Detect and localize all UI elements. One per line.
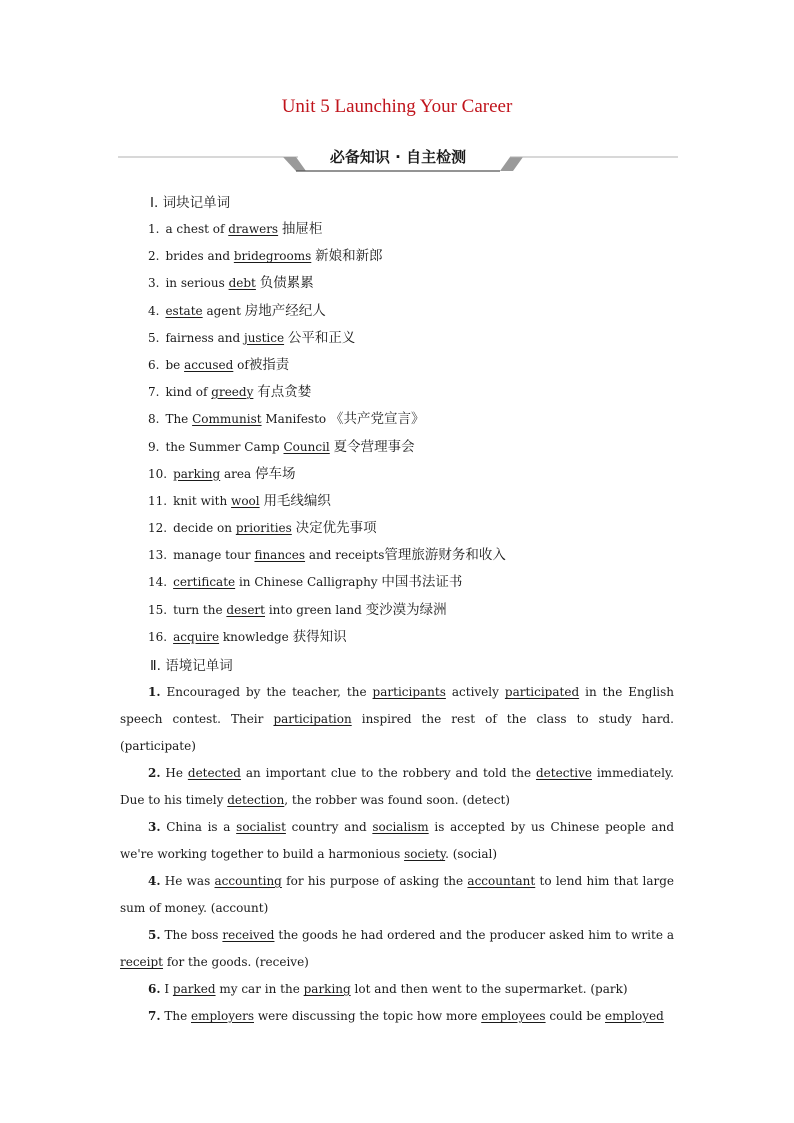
paragraph-number: 7. [148,1009,161,1023]
vocab-translation: 决定优先事项 [295,520,377,537]
vocab-item [148,352,506,379]
vocab-item [148,597,506,624]
answer-word: accountant [467,874,536,888]
sentence-text: the goods he had ordered and the producer asked him to write a [274,928,675,942]
vocab-translation: 新娘和新郎 [315,248,383,265]
vocab-prefix: a chest of [165,222,229,236]
sentence-text: . (social) [445,847,498,862]
vocab-suffix: and receipts [305,548,385,563]
vocab-item [148,243,506,270]
sentence-text: an important clue to the robbery and told the [240,766,536,780]
vocab-number: 11. [148,493,168,508]
vocab-item [148,488,506,515]
vocab-prefix: be [165,357,185,372]
vocab-number: 6. [148,357,160,372]
sentence-text: my car in the [215,982,304,996]
vocab-translation: 有点贪婪 [257,384,312,401]
vocab-number: 3. [148,276,160,291]
vocab-prefix: The [165,412,193,427]
sentence-text: actively [445,685,505,699]
vocab-prefix: in serious [165,276,229,291]
answer-word: detection [227,793,285,808]
vocab-answer: drawers [228,222,279,236]
vocab-translation: 房地产经纪人 [244,302,326,319]
vocab-number: 15. [148,602,168,617]
sentence-text: immediately. Due to his timely [120,766,674,808]
answer-word: detective [535,766,592,780]
vocab-item [148,406,506,433]
paragraph-number: 1. [148,685,161,699]
vocab-number: 10. [148,466,168,481]
vocab-translation: 抽屉柜 [281,221,323,237]
vocab-item [148,216,506,243]
vocab-number: 4. [148,303,160,318]
vocab-answer: estate [165,303,203,318]
vocab-suffix: into green land [265,602,366,617]
answer-word: receipt [120,955,164,970]
sentence-text: is accepted by us Chinese people and we're working together to build a harmonious [120,820,674,862]
vocab-answer: accused [184,357,234,372]
answer-word: parking [303,982,351,996]
context-paragraph [120,922,674,976]
vocab-suffix: area [220,466,255,481]
sentence-text: He was [160,874,215,888]
vocab-answer: Communist [192,412,262,427]
answer-word: received [222,928,275,942]
answer-word: employees [481,1009,546,1023]
sentence-text: Encouraged by the teacher, the [160,685,373,699]
vocab-number: 14. [148,575,168,590]
banner-label: 必备知识 · 自主检测 [329,148,467,166]
vocab-suffix: in Chinese Calligraphy [235,575,382,590]
vocab-translation: 负债累累 [259,275,314,292]
vocab-translation: 用毛线编织 [263,492,331,509]
vocab-number: 16. [148,629,168,644]
vocab-item [148,461,506,488]
answer-word: accounting [214,874,282,888]
answer-word: participants [372,685,446,699]
vocab-number: 13. [148,548,168,563]
sentence-text: lot and then went to the supermarket. (park) [350,982,628,996]
answer-word: employers [191,1009,254,1023]
vocab-number: 12. [148,521,168,536]
sentence-text: China is a [160,820,237,834]
vocab-answer: priorities [235,521,292,536]
vocab-answer: certificate [173,575,236,590]
vocab-translation: 夏令营理事会 [333,438,415,455]
vocab-number: 8. [148,412,160,427]
sentence-text: to lend him that large sum of money. (account) [120,874,675,916]
answer-word: parked [172,982,216,996]
paragraph-number: 5. [148,928,161,942]
vocab-prefix: knit with [173,493,232,508]
context-paragraph [120,760,674,814]
sentence-text: , the robber was found soon. (detect) [284,793,510,808]
answer-word: socialist [236,820,286,834]
answer-word: society [404,847,446,862]
answer-word: participation [273,712,352,727]
vocab-prefix: the Summer Camp [165,439,284,454]
vocab-answer: greedy [211,385,254,400]
sentence-text: in the English speech contest. Their [120,685,675,727]
vocab-suffix: knowledge [219,629,293,644]
sentence-text: inspired the rest of the class to study hard. (participate) [120,712,674,754]
vocab-answer: justice [243,330,285,345]
vocab-answer: bridegrooms [233,249,312,264]
sentence-text: The [160,1009,191,1023]
context-paragraph [120,1003,674,1030]
sentence-text: were discussing the topic how more [254,1009,482,1023]
vocab-item [148,298,506,325]
section-banner [118,145,678,175]
vocab-translation: 获得知识 [292,628,347,645]
context-paragraph [120,976,674,1003]
vocab-translation: 变沙漠为绿洲 [365,601,447,618]
answer-word: socialism [372,820,429,834]
vocab-item [148,542,506,569]
vocab-item [148,515,506,542]
vocab-prefix: brides and [165,249,234,264]
sentence-text: He [160,766,188,780]
vocab-number: 5. [148,330,160,345]
vocab-item [148,325,506,352]
vocab-translation: 停车场 [254,465,296,482]
paragraph-number: 6. [148,982,161,996]
vocab-item [148,624,506,651]
sentence-text: country and [285,820,373,834]
vocab-answer: desert [226,602,265,617]
vocab-answer: wool [231,493,260,508]
sentence-text: for his purpose of asking the [281,874,468,888]
sentence-text: The boss [160,928,223,942]
vocab-suffix: Manifesto [261,412,330,427]
vocab-prefix: decide on [173,521,236,536]
section2-heading: Ⅱ. 语境记单词 [150,658,233,674]
vocab-answer: parking [173,466,221,481]
vocab-prefix: fairness and [165,330,244,345]
vocab-translation: 《共产党宣言》 [329,411,425,428]
section1-heading: Ⅰ. 词块记单词 [150,195,231,211]
context-paragraph [120,814,674,868]
sentence-text: I [160,982,173,996]
vocab-number: 9. [148,439,160,454]
vocab-number: 7. [148,385,160,400]
vocab-answer: debt [228,276,256,291]
vocab-answer: acquire [173,629,220,644]
vocab-prefix: turn the [173,602,227,617]
sentence-text: could be [545,1009,606,1023]
vocab-item [148,569,506,596]
vocab-translation: 公平和正义 [287,329,356,346]
vocab-number: 2. [148,249,160,264]
answer-word: detected [187,766,241,780]
paragraph-number: 4. [148,874,161,888]
vocab-item [148,270,506,297]
vocab-translation: 被指责 [248,356,290,373]
page-title: Unit 5 Launching Your Career [281,96,513,117]
vocab-answer: finances [254,548,306,563]
vocab-translation: 管理旅游财务和收入 [384,547,506,564]
sentence-text: for the goods. (receive) [163,955,309,970]
vocab-prefix: kind of [165,385,212,400]
answer-word: participated [504,685,580,699]
answer-word: employed [605,1009,664,1023]
context-paragraph [120,679,674,761]
paragraph-number: 3. [148,820,161,834]
vocab-prefix: manage tour [173,548,255,563]
context-paragraph [120,868,674,922]
vocab-number: 1. [148,222,160,236]
vocab-suffix: agent [202,303,245,318]
vocab-translation: 中国书法证书 [381,574,463,591]
paragraph-number: 2. [148,766,161,780]
vocab-item [148,379,506,406]
vocab-list [148,216,506,651]
vocab-suffix: of [233,357,249,372]
vocab-item [148,434,506,461]
vocab-answer: Council [283,439,330,454]
